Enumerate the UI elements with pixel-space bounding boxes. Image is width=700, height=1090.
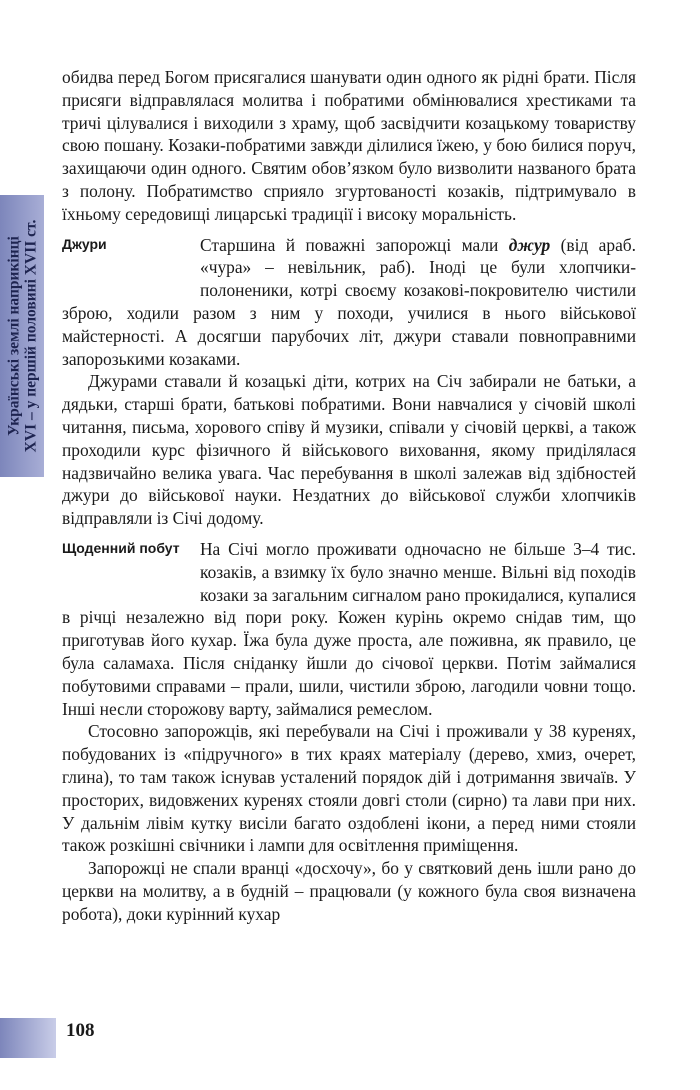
pobut-paragraph-1: На Січі могло проживати одночасно не більше 3–4 тис. козаків, а взимку їх було значно менше. Вільні від походів козаки за загальним сигналом рано прокидалися, купалися в річці незалежно від пори року. Кожен курінь окремо снідав тим, що приготував його кухар. Їжа була дуже проста, але поживна, як правило, це була саламаха. Після сніданку йшли до січової церкви. Потім займалися побутовими справами – прали, шили, чистили зброю, лагодили човни тощо. Інші несли сторожову варту, займалися ремеслом. bbox=[62, 538, 636, 719]
page-corner-tab bbox=[0, 1018, 56, 1058]
section-label-pobut: Щоденний побут bbox=[62, 539, 180, 556]
intro-paragraph: обидва перед Богом присягалися шанувати один одного як рідні брати. Після присяги відправлялася молитва і побратими обмінювалися хрестиками та тричі цілувалися і виходили з храму, щоб засвідчити козацькому товариству свою пошану. Козаки-побратими завжди ділилися їжею, у бою билися поруч, захищаючи один одного. Святим обов’язком було визволити названого брата з полону. Побратимство сприяло згуртованості козаків, підтримувало в їхньому середовищі лицарські традиції і високу моральність. bbox=[62, 67, 636, 224]
chapter-side-tab bbox=[0, 195, 44, 477]
pobut-paragraph-3: Запорожці не спали вранці «досхочу», бо у святковий день ішли рано до церкви на молитву, а в будній – працювали (у кожного була своя визначена робота), доки курінний кухар bbox=[62, 858, 636, 924]
chapter-title-line-1: Українські землі наприкінці bbox=[5, 236, 22, 436]
chapter-title bbox=[5, 220, 39, 453]
page-number: 108 bbox=[66, 1020, 95, 1041]
section-dzhury bbox=[62, 234, 636, 530]
page-content bbox=[62, 66, 636, 925]
dzhury-text-start: Старшина й поважні запорожці мали bbox=[200, 234, 509, 255]
term-dzhur: джур bbox=[508, 234, 551, 255]
section-label-dzhury: Джури bbox=[62, 235, 107, 252]
pobut-paragraph-2: Стосовно запорожців, які перебували на Січі і проживали у 38 куренях, побудованих із «підручного» в тих краях матеріалу (дерево, хмиз, очерет, глина), то там також існував усталений порядок дій і дотримання звичаїв. У просторих, видовжених куренях стояли довгі столи (сирно) та лави при них. У дальнім лівім кутку висіли багато оздоблені ікони, а перед ними стояли також розкішні свічники і лампи для освітлення приміщення. bbox=[62, 721, 636, 856]
dzhury-paragraph-2: Джурами ставали й козацькі діти, котрих на Січ забирали не батьки, а дядьки, старші брати, батькові побратими. Вони навчалися у січовій школі читання, письма, хорового співу й музики, співали у січовій церкві, а також проходили курс фізичного й військового виховання, якому приділялася надзвичайно велика увага. Час перебування в школі залежав від здібностей джури до військової науки. Нездатних до військової служби хлопчиків відправляли із Січі додому. bbox=[62, 371, 636, 529]
dzhury-text-rest: (від араб. «чура» – невільник, раб). Іноді це були хлопчики-полоненики, котрі своєму козакові-покровителю чистили зброю, ходили разом з ним у походи, училися в нього військової майстерності. А досягши парубочих літ, джури ставали повноправними запорозькими козаками. bbox=[62, 234, 636, 369]
section-pobut bbox=[62, 538, 636, 926]
chapter-title-line-2: XVI – у першій половині XVII ст. bbox=[22, 219, 39, 453]
